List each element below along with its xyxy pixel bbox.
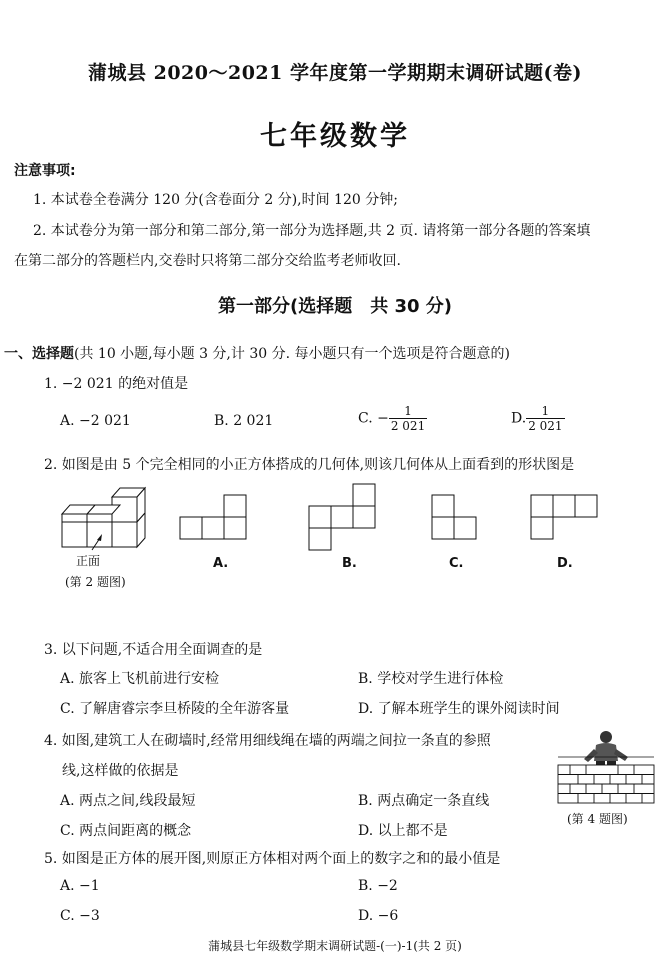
q4-stem-line-2: 线,这样做的依据是 [62,763,179,779]
q1-stem: 1. −2 021 的绝对值是 [44,376,189,392]
notes-item-1: 1. 本试卷全卷满分 120 分(含卷面分 2 分),时间 120 分钟; [33,192,398,208]
q2-option-d-label: D. [557,556,573,571]
q5-option-d: D. −6 [358,908,399,924]
q2-option-c-label: C. [449,556,464,571]
q1-option-c-fraction [389,404,427,433]
q5-option-c: C. −3 [60,908,100,924]
subject-title: 七年级数学 [260,121,410,152]
notes-item-2-line-1: 2. 本试卷分为第一部分和第二部分,第一部分为选择题,共 2 页. 请将第一部分各题的答案填 [33,223,591,239]
q1-option-d-fraction [526,404,564,433]
q5-option-b: B. −2 [358,878,398,894]
q5-option-a: A. −1 [60,878,100,894]
q2-stem: 2. 如图是由 5 个完全相同的小正方体搭成的几何体,则该几何体从上面看到的形状图是 [44,457,575,473]
q4-option-a: A. 两点之间,线段最短 [60,793,196,809]
q4-option-c: C. 两点间距离的概念 [60,823,192,839]
section-heading [4,343,510,363]
page-footer: 蒲城县七年级数学期末调研试题-(一)-1(共 2 页) [208,939,462,953]
notes-heading: 注意事项: [14,163,76,179]
q1-d-denominator: 2 021 [528,419,563,433]
q2-option-c-figure [430,494,480,544]
q1-option-b: B. 2 021 [214,413,274,429]
q3-option-c: C. 了解唐睿宗李旦桥陵的全年游客量 [60,701,290,717]
notes-item-2-line-2: 在第二部分的答题栏内,交卷时只将第二部分交给监考老师收回. [14,253,401,269]
q1-option-c [358,404,427,433]
section-label: 一、选择题 [4,346,74,362]
q2-option-b-label: B. [342,556,357,571]
q5-stem: 5. 如图是正方体的展开图,则原正方体相对两个面上的数字之和的最小值是 [44,851,501,867]
part1-title: 第一部分(选择题 共 30 分) [217,296,453,317]
q1-c-denominator: 2 021 [390,419,426,433]
q1-d-numerator: 1 [526,404,564,419]
q1-option-a: A. −2 021 [60,413,131,429]
q2-option-d-figure [527,494,599,544]
bricklayer-illustration [556,727,656,807]
q3-option-a: A. 旅客上飞机前进行安检 [60,671,220,687]
q4-option-b: B. 两点确定一条直线 [358,793,490,809]
q3-option-b: B. 学校对学生进行体检 [358,671,504,687]
q1-option-d [511,404,565,433]
q2-solid-figure [52,480,162,570]
q4-figure-caption: (第 4 题图) [567,812,628,826]
exam-title: 蒲城县 2020～2021 学年度第一学期期末调研试题(卷) [88,62,582,84]
q1-option-c-prefix: C. − [358,410,389,427]
q4-stem-line-1: 4. 如图,建筑工人在砌墙时,经常用细线绳在墙的两端之间拉一条直的参照 [44,733,491,749]
q1-option-d-prefix: D. [511,410,527,427]
q2-option-b-figure [305,483,377,555]
section-description: (共 10 小题,每小题 3 分,计 30 分. 每小题只有一个选项是符合题意的) [74,346,510,362]
q2-front-label: 正面 [76,554,101,568]
q2-option-a-figure [176,494,248,544]
q3-stem: 3. 以下问题,不适合用全面调查的是 [44,642,263,658]
q4-option-d: D. 以上都不是 [358,823,448,839]
q1-c-numerator: 1 [389,404,427,419]
q2-option-a-label: A. [213,556,229,571]
q2-figure-caption: (第 2 题图) [65,575,126,589]
q3-option-d: D. 了解本班学生的课外阅读时间 [358,701,560,717]
